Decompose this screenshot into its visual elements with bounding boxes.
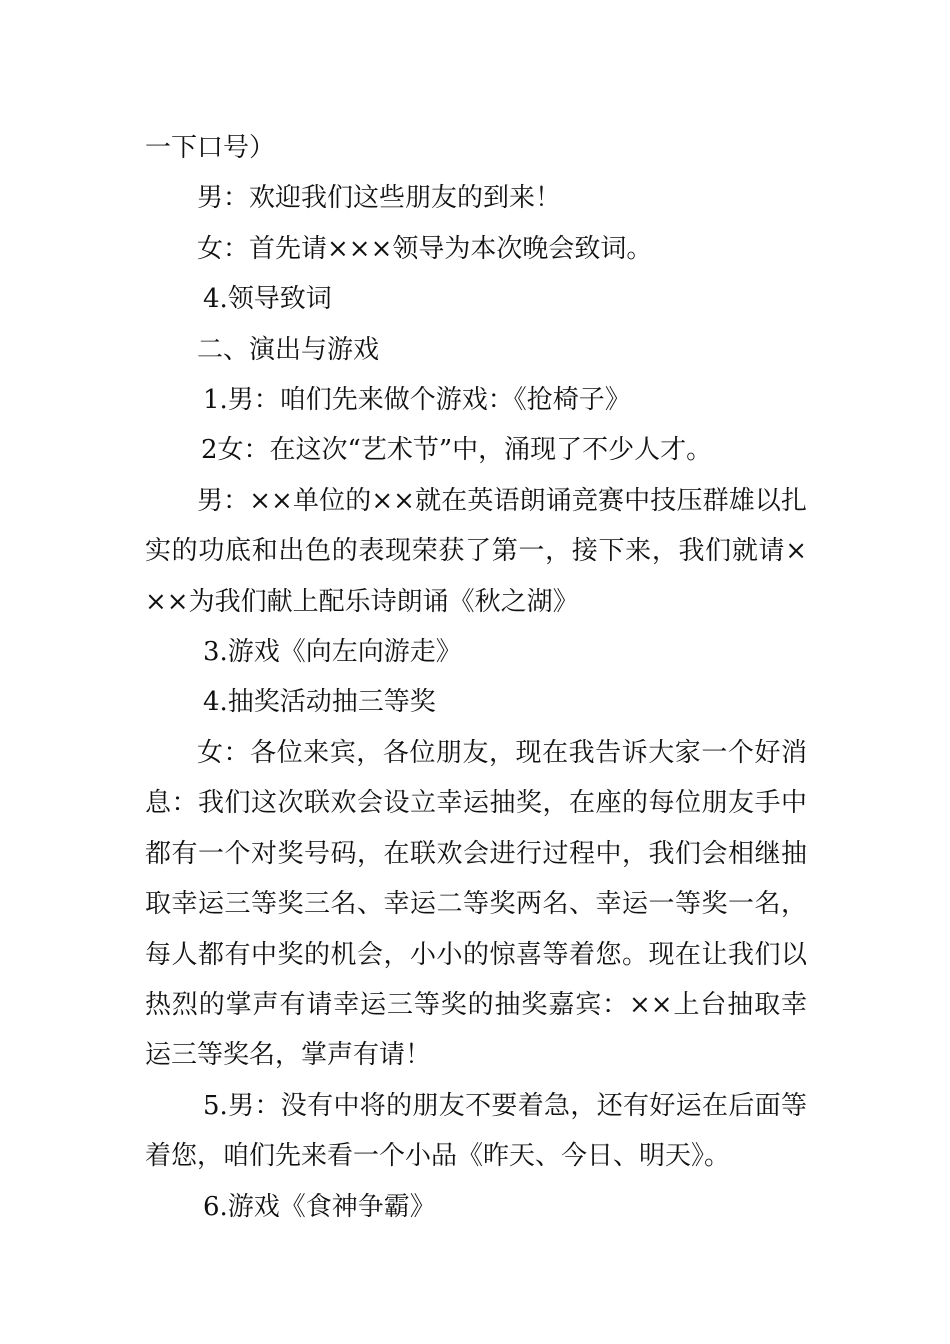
paragraph-game-food: 6.游戏《食神争霸》 — [203, 1191, 436, 1222]
section-heading-performance-games: 二、演出与游戏 — [197, 334, 380, 365]
paragraph-lottery-third: 4.抽奖活动抽三等奖 — [203, 687, 436, 718]
paragraph-art-festival: 2女：在这次“艺术节”中，涌现了不少人才。 — [201, 435, 713, 466]
paragraph-skit: 5.男：没有中将的朋友不要着急，还有好运在后面等着您，咱们先来看一个小品《昨天、今日、明天》。 — [145, 1090, 807, 1172]
document-body — [145, 123, 807, 1232]
paragraph-slogan-continuation: 一下口号） — [145, 133, 276, 163]
paragraph-female-leader-invite: 女：首先请×××领导为本次晚会致词。 — [197, 233, 653, 264]
paragraph-game-chairs: 1.男：咱们先来做个游戏：《抢椅子》 — [203, 385, 631, 416]
paragraph-game-left: 3.游戏《向左向游走》 — [203, 637, 462, 668]
paragraph-leader-speech: 4.领导致词 — [203, 284, 332, 315]
paragraph-male-welcome: 男：欢迎我们这些朋友的到来！ — [197, 183, 562, 214]
paragraph-lottery-announcement: 女：各位来宾，各位朋友，现在我告诉大家一个好消息：我们这次联欢会设立幸运抽奖，在座的每位朋友手中都有一个对奖号码，在联欢会进行过程中，我们会相继抽取幸运三等奖三名、幸运二等奖两名、幸运一等奖一名，每人都有中奖的机会，小小的惊喜等着您。现在让我们以热烈的掌声有请幸运三等奖的抽奖嘉宾：××上台抽取幸运三等奖名，掌声有请！ — [145, 737, 807, 1071]
paragraph-poetry-recital: 男：××单位的××就在英语朗诵竞赛中技压群雄以扎实的功底和出色的表现荣获了第一，接下来，我们就请×××为我们献上配乐诗朗诵《秋之湖》 — [145, 485, 807, 617]
